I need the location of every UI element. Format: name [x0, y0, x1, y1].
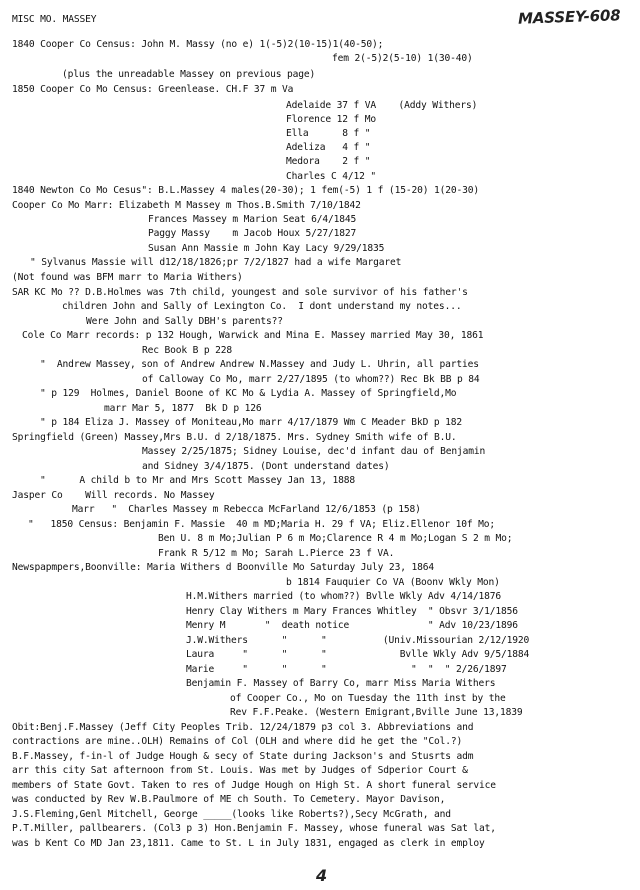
text-line: B.F.Massey, f-in-l of Judge Hough & secy of State during Jackson's and Stusrts adm: [12, 751, 474, 762]
text-line: " A child b to Mr and Mrs Scott Massey Jan 13, 1888: [40, 475, 356, 486]
text-line: Paggy Massy m Jacob Houx 5/27/1827: [148, 228, 357, 239]
header-label: MISC MO. MASSEY: [12, 14, 97, 25]
text-line: was b Kent Co MD Jan 23,1811. Came to St. L in July 1831, engaged as clerk in employ: [12, 838, 485, 849]
text-line: Florence 12 f Mo: [286, 114, 377, 125]
text-line: (plus the unreadable Massey on previous page): [62, 69, 316, 80]
text-line: Adeliza 4 f ": [286, 142, 371, 153]
text-line: Frank R 5/12 m Mo; Sarah L.Pierce 23 f VA.: [158, 548, 395, 559]
text-line: Cole Co Marr records: p 132 Hough, Warwick and Mina E. Massey married May 30, 1861: [22, 330, 484, 341]
text-line: and Sidney 3/4/1875. (Dont understand dates): [142, 461, 390, 472]
text-line: b 1814 Fauquier Co VA (Boonv Wkly Mon): [286, 577, 500, 588]
text-line: Laura " " " Bvlle Wkly Adv 9/5/1884: [186, 649, 530, 660]
text-line: J.W.Withers " " (Univ.Missourian 2/12/1920: [186, 635, 530, 646]
handwritten-file-label: MASSEY-608: [517, 6, 621, 28]
text-line: arr this city Sat afternoon from St. Louis. Was met by Judges of Sdperior Court &: [12, 765, 468, 776]
text-line: Were John and Sally DBH's parents??: [86, 316, 283, 327]
text-line: Henry Clay Withers m Mary Frances Whitley " Obsvr 3/1/1856: [186, 606, 518, 617]
text-line: Cooper Co Mo Marr: Elizabeth M Massey m Thos.B.Smith 7/10/1842: [12, 200, 361, 211]
text-line: was conducted by Rev W.B.Paulmore of ME ch South. To Cemetery. Mayor Davison,: [12, 794, 446, 805]
text-line: Ella 8 f ": [286, 128, 371, 139]
text-line: Marie " " " " " " 2/26/1897: [186, 664, 507, 675]
text-line: Rev F.F.Peake. (Western Emigrant,Bville June 13,1839: [230, 707, 523, 718]
text-line: children John and Sally of Lexington Co. I dont understand my notes...: [62, 301, 462, 312]
text-line: Springfield (Green) Massey,Mrs B.U. d 2/18/1875. Mrs. Sydney Smith wife of B.U.: [12, 432, 457, 443]
text-line: " p 129 Holmes, Daniel Boone of KC Mo & Lydia A. Massey of Springfield,Mo: [40, 388, 457, 399]
text-line: " Sylvanus Massie will d12/18/1826;pr 7/2/1827 had a wife Margaret: [30, 257, 402, 268]
text-line: H.M.Withers married (to whom??) Bvlle Wkly Adv 4/14/1876: [186, 591, 502, 602]
text-line: Marr " Charles Massey m Rebecca McFarland 12/6/1853 (p 158): [72, 504, 421, 515]
text-line: (Not found was BFM marr to Maria Withers): [12, 272, 243, 283]
text-line: Rec Book B p 228: [142, 345, 233, 356]
text-line: " Andrew Massey, son of Andrew Andrew N.Massey and Judy L. Uhrin, all parties: [40, 359, 479, 370]
text-line: Susan Ann Massie m John Kay Lacy 9/29/1835: [148, 243, 385, 254]
text-line: P.T.Miller, pallbearers. (Col3 p 3) Hon.Benjamin F. Massey, whose funeral was Sat lat,: [12, 823, 496, 834]
text-line: Jasper Co Will records. No Massey: [12, 490, 215, 501]
text-line: " p 184 Eliza J. Massey of Moniteau,Mo marr 4/17/1879 Wm C Meader BkD p 182: [40, 417, 462, 428]
text-line: Adelaide 37 f VA (Addy Withers): [286, 100, 478, 111]
page-number: 4: [316, 866, 327, 885]
text-line: 1840 Cooper Co Census: John M. Massy (no e) 1(-5)2(10-15)1(40-50);: [12, 39, 384, 50]
text-line: Medora 2 f ": [286, 156, 371, 167]
text-line: " 1850 Census: Benjamin F. Massie 40 m MD;Maria H. 29 f VA; Eliz.Ellenor 10f Mo;: [28, 519, 495, 530]
text-line: members of State Govt. Taken to res of Judge Hough on High St. A short funeral service: [12, 780, 496, 791]
text-line: Benjamin F. Massey of Barry Co, marr Miss Maria Withers: [186, 678, 496, 689]
text-line: marr Mar 5, 1877 Bk D p 126: [104, 403, 262, 414]
text-line: Massey 2/25/1875; Sidney Louise, dec'd infant dau of Benjamin: [142, 446, 486, 457]
text-line: 1840 Newton Co Mo Cesus": B.L.Massey 4 males(20-30); 1 fem(-5) 1 f (15-20) 1(20-30): [12, 185, 479, 196]
text-line: Obit:Benj.F.Massey (Jeff City Peoples Trib. 12/24/1879 p3 col 3. Abbreviations and: [12, 722, 474, 733]
text-line: Newspapmpers,Boonville: Maria Withers d Boonville Mo Saturday July 23, 1864: [12, 562, 434, 573]
text-line: SAR KC Mo ?? D.B.Holmes was 7th child, youngest and sole survivor of his father's: [12, 287, 468, 298]
text-line: 1850 Cooper Co Mo Census: Greenlease. CH.F 37 m Va: [12, 84, 294, 95]
text-line: Menry M " death notice " Adv 10/23/1896: [186, 620, 518, 631]
text-line: of Calloway Co Mo, marr 2/27/1895 (to whom??) Rec Bk BB p 84: [142, 374, 480, 385]
text-line: Frances Massey m Marion Seat 6/4/1845: [148, 214, 357, 225]
text-line: Ben U. 8 m Mo;Julian P 6 m Mo;Clarence R 4 m Mo;Logan S 2 m Mo;: [158, 533, 513, 544]
text-line: contractions are mine..OLH) Remains of Col (OLH and where did he get the "Col.?): [12, 736, 463, 747]
text-line: of Cooper Co., Mo on Tuesday the 11th inst by the: [230, 693, 506, 704]
text-line: fem 2(-5)2(5-10) 1(30-40): [332, 53, 473, 64]
text-line: J.S.Fleming,Genl Mitchell, George _____(looks like Roberts?),Secy McGrath, and: [12, 809, 451, 820]
text-line: Charles C 4/12 ": [286, 171, 377, 182]
